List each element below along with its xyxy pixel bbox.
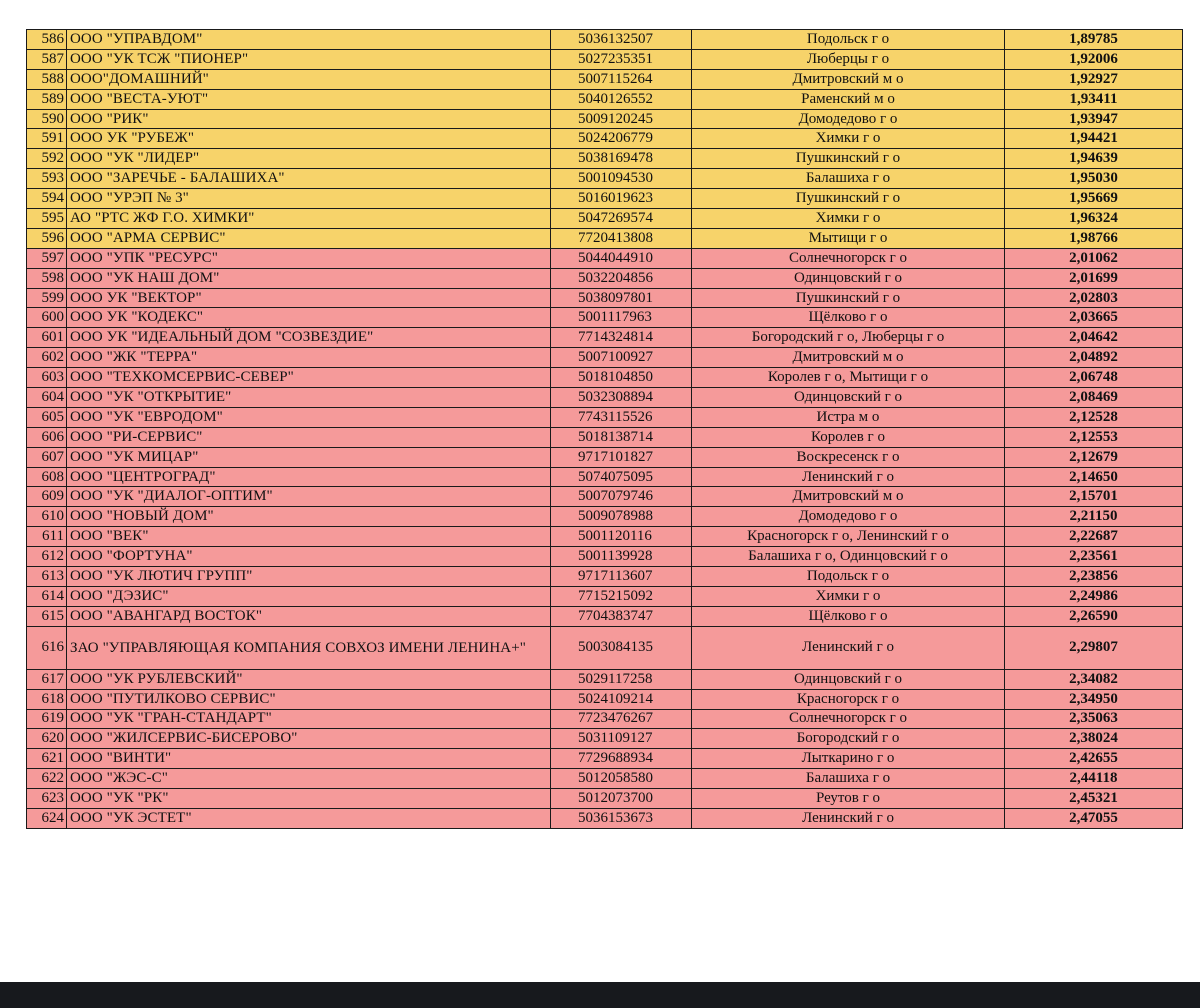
index-value-cell: 2,01062 (1005, 248, 1183, 268)
municipality-cell: Королев г о (692, 427, 1005, 447)
company-name-cell: ООО "УРЭП № 3" (67, 189, 551, 209)
company-name-cell: ООО УК "ИДЕАЛЬНЫЙ ДОМ "СОЗВЕЗДИЕ" (67, 328, 551, 348)
index-value-cell: 2,38024 (1005, 729, 1183, 749)
index-value-cell: 1,96324 (1005, 209, 1183, 229)
company-name-cell: ЗАО "УПРАВЛЯЮЩАЯ КОМПАНИЯ СОВХОЗ ИМЕНИ ЛЕНИНА+" (67, 626, 551, 669)
municipality-cell: Ленинский г о (692, 808, 1005, 828)
table-row (27, 567, 1183, 587)
municipality-cell: Дмитровский м о (692, 487, 1005, 507)
municipality-cell: Химки г о (692, 129, 1005, 149)
inn-cell: 7715215092 (551, 586, 692, 606)
table-row (27, 149, 1183, 169)
company-name-cell: ООО "АРМА СЕРВИС" (67, 228, 551, 248)
table-row (27, 467, 1183, 487)
inn-cell: 5047269574 (551, 209, 692, 229)
municipality-cell: Химки г о (692, 586, 1005, 606)
inn-cell: 9717113607 (551, 567, 692, 587)
row-number-cell: 605 (27, 407, 67, 427)
table-row (27, 527, 1183, 547)
municipality-cell: Балашиха г о, Одинцовский г о (692, 547, 1005, 567)
index-value-cell: 1,95030 (1005, 169, 1183, 189)
table-row (27, 189, 1183, 209)
inn-cell: 5040126552 (551, 89, 692, 109)
table-row (27, 89, 1183, 109)
municipality-cell: Дмитровский м о (692, 348, 1005, 368)
inn-cell: 5029117258 (551, 669, 692, 689)
inn-cell: 5001094530 (551, 169, 692, 189)
inn-cell: 5044044910 (551, 248, 692, 268)
municipality-cell: Реутов г о (692, 789, 1005, 809)
row-number-cell: 598 (27, 268, 67, 288)
company-name-cell: ООО "ЖК "ТЕРРА" (67, 348, 551, 368)
table-row (27, 328, 1183, 348)
index-value-cell: 2,42655 (1005, 749, 1183, 769)
municipality-cell: Пушкинский г о (692, 288, 1005, 308)
table-row (27, 407, 1183, 427)
inn-cell: 5007079746 (551, 487, 692, 507)
index-value-cell: 2,29807 (1005, 626, 1183, 669)
row-number-cell: 601 (27, 328, 67, 348)
municipality-cell: Одинцовский г о (692, 388, 1005, 408)
municipality-cell: Солнечногорск г о (692, 248, 1005, 268)
inn-cell: 5007115264 (551, 69, 692, 89)
company-name-cell: ООО "УК МИЦАР" (67, 447, 551, 467)
inn-cell: 7743115526 (551, 407, 692, 427)
company-name-cell: ООО "УК ЭСТЕТ" (67, 808, 551, 828)
municipality-cell: Раменский м о (692, 89, 1005, 109)
table-row (27, 49, 1183, 69)
index-value-cell: 1,92006 (1005, 49, 1183, 69)
company-name-cell: ООО УК "КОДЕКС" (67, 308, 551, 328)
inn-cell: 5003084135 (551, 626, 692, 669)
index-value-cell: 2,01699 (1005, 268, 1183, 288)
table-row (27, 586, 1183, 606)
index-value-cell: 2,47055 (1005, 808, 1183, 828)
index-value-cell: 2,04892 (1005, 348, 1183, 368)
inn-cell: 5012058580 (551, 769, 692, 789)
row-number-cell: 621 (27, 749, 67, 769)
municipality-cell: Лыткарино г о (692, 749, 1005, 769)
index-value-cell: 2,35063 (1005, 709, 1183, 729)
row-number-cell: 586 (27, 30, 67, 50)
table-row (27, 248, 1183, 268)
index-value-cell: 2,12528 (1005, 407, 1183, 427)
row-number-cell: 597 (27, 248, 67, 268)
municipality-cell: Красногорск г о (692, 689, 1005, 709)
municipality-cell: Пушкинский г о (692, 149, 1005, 169)
index-value-cell: 2,34950 (1005, 689, 1183, 709)
inn-cell: 5032204856 (551, 268, 692, 288)
row-number-cell: 591 (27, 129, 67, 149)
inn-cell: 5009078988 (551, 507, 692, 527)
municipality-cell: Химки г о (692, 209, 1005, 229)
table-row (27, 30, 1183, 50)
inn-cell: 7704383747 (551, 606, 692, 626)
inn-cell: 7714324814 (551, 328, 692, 348)
inn-cell: 5074075095 (551, 467, 692, 487)
municipality-cell: Подольск г о (692, 30, 1005, 50)
row-number-cell: 622 (27, 769, 67, 789)
bottom-bar (0, 982, 1200, 1008)
index-value-cell: 2,12679 (1005, 447, 1183, 467)
municipality-cell: Воскресенск г о (692, 447, 1005, 467)
inn-cell: 5001120116 (551, 527, 692, 547)
table-row (27, 729, 1183, 749)
municipality-cell: Мытищи г о (692, 228, 1005, 248)
row-number-cell: 614 (27, 586, 67, 606)
company-name-cell: ООО "УК ЛЮТИЧ ГРУПП" (67, 567, 551, 587)
table-row (27, 288, 1183, 308)
company-name-cell: ООО "УК НАШ ДОМ" (67, 268, 551, 288)
index-value-cell: 2,23856 (1005, 567, 1183, 587)
inn-cell: 5032308894 (551, 388, 692, 408)
index-value-cell: 1,94421 (1005, 129, 1183, 149)
table-row (27, 427, 1183, 447)
inn-cell: 5009120245 (551, 109, 692, 129)
inn-cell: 5018104850 (551, 368, 692, 388)
municipality-cell: Щёлково г о (692, 308, 1005, 328)
company-name-cell: ООО "УК "ДИАЛОГ-ОПТИМ" (67, 487, 551, 507)
company-name-cell: ООО "УК "РК" (67, 789, 551, 809)
index-value-cell: 2,23561 (1005, 547, 1183, 567)
company-name-cell: ООО "ФОРТУНА" (67, 547, 551, 567)
table-row (27, 348, 1183, 368)
municipality-cell: Одинцовский г о (692, 268, 1005, 288)
municipality-cell: Королев г о, Мытищи г о (692, 368, 1005, 388)
table-row (27, 507, 1183, 527)
row-number-cell: 587 (27, 49, 67, 69)
municipality-cell: Домодедово г о (692, 507, 1005, 527)
row-number-cell: 612 (27, 547, 67, 567)
table-row (27, 606, 1183, 626)
table-row (27, 749, 1183, 769)
index-value-cell: 2,26590 (1005, 606, 1183, 626)
municipality-cell: Ленинский г о (692, 626, 1005, 669)
index-value-cell: 2,45321 (1005, 789, 1183, 809)
row-number-cell: 608 (27, 467, 67, 487)
municipality-cell: Красногорск г о, Ленинский г о (692, 527, 1005, 547)
row-number-cell: 617 (27, 669, 67, 689)
index-value-cell: 2,06748 (1005, 368, 1183, 388)
ratings-table (26, 29, 1183, 829)
index-value-cell: 1,93411 (1005, 89, 1183, 109)
index-value-cell: 2,15701 (1005, 487, 1183, 507)
row-number-cell: 620 (27, 729, 67, 749)
inn-cell: 7720413808 (551, 228, 692, 248)
company-name-cell: ООО "РИК" (67, 109, 551, 129)
company-name-cell: ООО "ВИНТИ" (67, 749, 551, 769)
table-row (27, 169, 1183, 189)
company-name-cell: ООО "УПРАВДОМ" (67, 30, 551, 50)
table-row (27, 268, 1183, 288)
table-row (27, 669, 1183, 689)
municipality-cell: Дмитровский м о (692, 69, 1005, 89)
table-row (27, 789, 1183, 809)
municipality-cell: Одинцовский г о (692, 669, 1005, 689)
company-name-cell: ООО"ДОМАШНИЙ" (67, 69, 551, 89)
municipality-cell: Богородский г о (692, 729, 1005, 749)
table-row (27, 547, 1183, 567)
row-number-cell: 624 (27, 808, 67, 828)
index-value-cell: 1,92927 (1005, 69, 1183, 89)
table-row (27, 388, 1183, 408)
index-value-cell: 2,02803 (1005, 288, 1183, 308)
municipality-cell: Ленинский г о (692, 467, 1005, 487)
municipality-cell: Богородский г о, Люберцы г о (692, 328, 1005, 348)
index-value-cell: 1,95669 (1005, 189, 1183, 209)
row-number-cell: 602 (27, 348, 67, 368)
table-row (27, 209, 1183, 229)
row-number-cell: 609 (27, 487, 67, 507)
row-number-cell: 595 (27, 209, 67, 229)
index-value-cell: 2,44118 (1005, 769, 1183, 789)
row-number-cell: 593 (27, 169, 67, 189)
row-number-cell: 596 (27, 228, 67, 248)
row-number-cell: 588 (27, 69, 67, 89)
ratings-table-body (27, 30, 1183, 829)
inn-cell: 5038169478 (551, 149, 692, 169)
index-value-cell: 2,04642 (1005, 328, 1183, 348)
row-number-cell: 594 (27, 189, 67, 209)
company-name-cell: ООО "УК РУБЛЕВСКИЙ" (67, 669, 551, 689)
company-name-cell: ООО "ВЕК" (67, 527, 551, 547)
company-name-cell: ООО "ТЕХКОМСЕРВИС-СЕВЕР" (67, 368, 551, 388)
index-value-cell: 2,34082 (1005, 669, 1183, 689)
row-number-cell: 592 (27, 149, 67, 169)
row-number-cell: 604 (27, 388, 67, 408)
municipality-cell: Солнечногорск г о (692, 709, 1005, 729)
municipality-cell: Щёлково г о (692, 606, 1005, 626)
municipality-cell: Домодедово г о (692, 109, 1005, 129)
company-name-cell: ООО "АВАНГАРД ВОСТОК" (67, 606, 551, 626)
company-name-cell: ООО "УПК "РЕСУРС" (67, 248, 551, 268)
company-name-cell: ООО УК "ВЕКТОР" (67, 288, 551, 308)
row-number-cell: 615 (27, 606, 67, 626)
company-name-cell: ООО "ВЕСТА-УЮТ" (67, 89, 551, 109)
inn-cell: 5001117963 (551, 308, 692, 328)
table-row (27, 626, 1183, 669)
company-name-cell: ООО "УК "ОТКРЫТИЕ" (67, 388, 551, 408)
inn-cell: 7723476267 (551, 709, 692, 729)
row-number-cell: 603 (27, 368, 67, 388)
row-number-cell: 610 (27, 507, 67, 527)
company-name-cell: ООО "УК "ЛИДЕР" (67, 149, 551, 169)
inn-cell: 5007100927 (551, 348, 692, 368)
index-value-cell: 1,98766 (1005, 228, 1183, 248)
municipality-cell: Подольск г о (692, 567, 1005, 587)
index-value-cell: 2,12553 (1005, 427, 1183, 447)
index-value-cell: 1,94639 (1005, 149, 1183, 169)
table-row (27, 689, 1183, 709)
ratings-table-container (26, 29, 1183, 829)
inn-cell: 5016019623 (551, 189, 692, 209)
index-value-cell: 1,93947 (1005, 109, 1183, 129)
row-number-cell: 589 (27, 89, 67, 109)
index-value-cell: 2,24986 (1005, 586, 1183, 606)
row-number-cell: 619 (27, 709, 67, 729)
table-row (27, 228, 1183, 248)
company-name-cell: АО "РТС ЖФ Г.О. ХИМКИ" (67, 209, 551, 229)
inn-cell: 5038097801 (551, 288, 692, 308)
table-row (27, 69, 1183, 89)
inn-cell: 5036132507 (551, 30, 692, 50)
municipality-cell: Пушкинский г о (692, 189, 1005, 209)
municipality-cell: Люберцы г о (692, 49, 1005, 69)
table-row (27, 109, 1183, 129)
company-name-cell: ООО УК "РУБЕЖ" (67, 129, 551, 149)
company-name-cell: ООО "ЖИЛСЕРВИС-БИСЕРОВО" (67, 729, 551, 749)
row-number-cell: 590 (27, 109, 67, 129)
inn-cell: 9717101827 (551, 447, 692, 467)
table-row (27, 308, 1183, 328)
company-name-cell: ООО "ДЭЗИС" (67, 586, 551, 606)
company-name-cell: ООО "ЦЕНТРОГРАД" (67, 467, 551, 487)
index-value-cell: 2,21150 (1005, 507, 1183, 527)
inn-cell: 5018138714 (551, 427, 692, 447)
row-number-cell: 600 (27, 308, 67, 328)
inn-cell: 5036153673 (551, 808, 692, 828)
index-value-cell: 1,89785 (1005, 30, 1183, 50)
table-row (27, 808, 1183, 828)
company-name-cell: ООО "УК "ЕВРОДОМ" (67, 407, 551, 427)
inn-cell: 5024109214 (551, 689, 692, 709)
row-number-cell: 607 (27, 447, 67, 467)
company-name-cell: ООО "ЗАРЕЧЬЕ - БАЛАШИХА" (67, 169, 551, 189)
company-name-cell: ООО "РИ-СЕРВИС" (67, 427, 551, 447)
row-number-cell: 599 (27, 288, 67, 308)
row-number-cell: 606 (27, 427, 67, 447)
index-value-cell: 2,14650 (1005, 467, 1183, 487)
company-name-cell: ООО "УК "ГРАН-СТАНДАРТ" (67, 709, 551, 729)
index-value-cell: 2,08469 (1005, 388, 1183, 408)
municipality-cell: Балашиха г о (692, 169, 1005, 189)
municipality-cell: Истра м о (692, 407, 1005, 427)
inn-cell: 5031109127 (551, 729, 692, 749)
row-number-cell: 613 (27, 567, 67, 587)
table-row (27, 129, 1183, 149)
index-value-cell: 2,22687 (1005, 527, 1183, 547)
index-value-cell: 2,03665 (1005, 308, 1183, 328)
table-row (27, 709, 1183, 729)
row-number-cell: 618 (27, 689, 67, 709)
inn-cell: 5012073700 (551, 789, 692, 809)
table-row (27, 769, 1183, 789)
row-number-cell: 623 (27, 789, 67, 809)
inn-cell: 7729688934 (551, 749, 692, 769)
table-row (27, 368, 1183, 388)
table-row (27, 487, 1183, 507)
company-name-cell: ООО "ЖЭС-С" (67, 769, 551, 789)
table-row (27, 447, 1183, 467)
municipality-cell: Балашиха г о (692, 769, 1005, 789)
inn-cell: 5027235351 (551, 49, 692, 69)
inn-cell: 5024206779 (551, 129, 692, 149)
company-name-cell: ООО "УК ТСЖ "ПИОНЕР" (67, 49, 551, 69)
company-name-cell: ООО "НОВЫЙ ДОМ" (67, 507, 551, 527)
row-number-cell: 611 (27, 527, 67, 547)
inn-cell: 5001139928 (551, 547, 692, 567)
row-number-cell: 616 (27, 626, 67, 669)
company-name-cell: ООО "ПУТИЛКОВО СЕРВИС" (67, 689, 551, 709)
